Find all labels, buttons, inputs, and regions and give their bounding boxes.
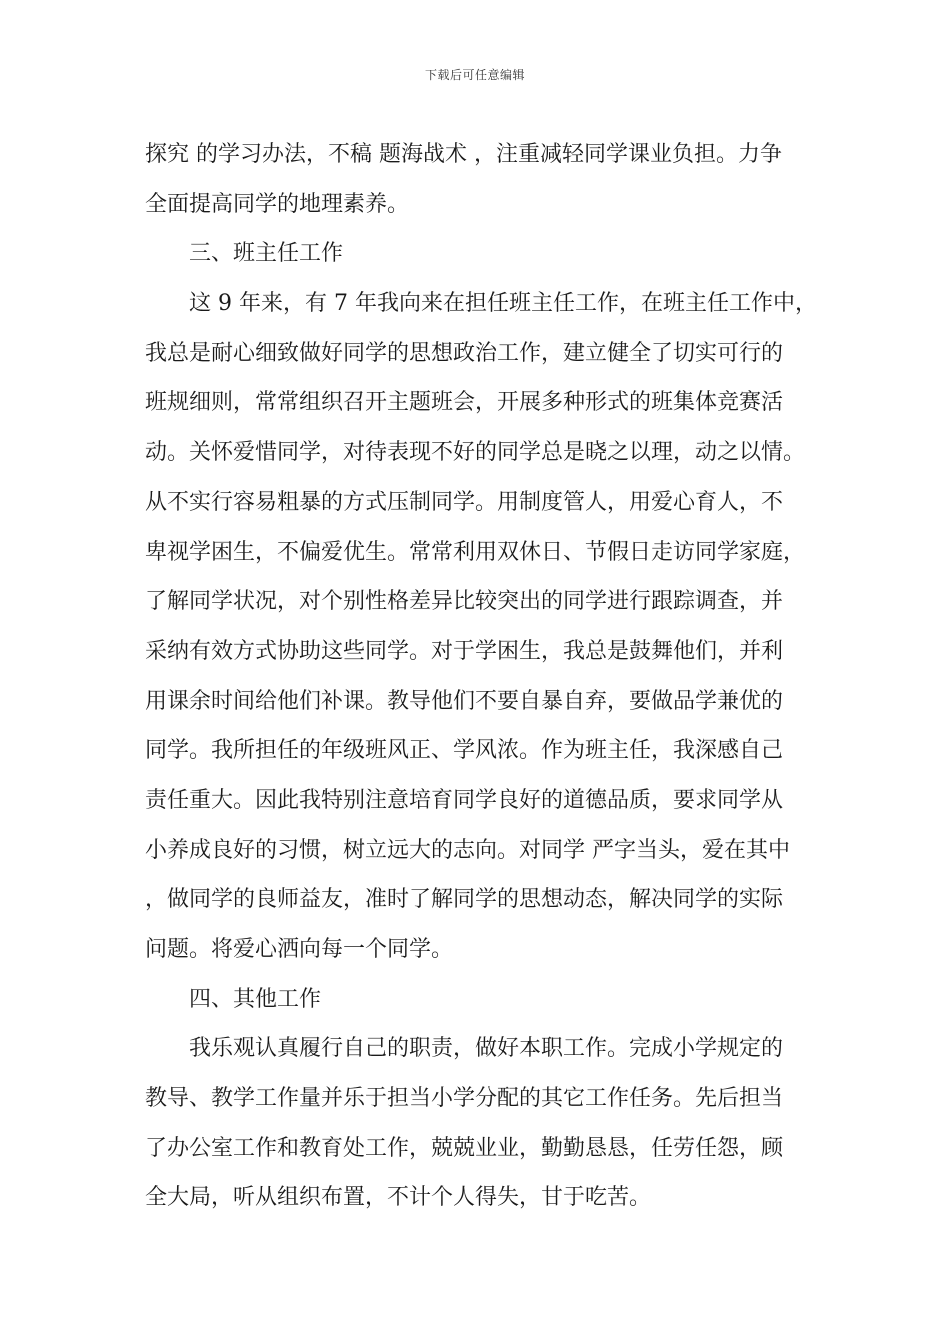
text-line: 问题。将爱心洒向每一个同学。 — [145, 937, 454, 962]
text-line: 了办公室工作和教育处工作，兢兢业业，勤勤恳恳，任劳任怨，顾 — [145, 1135, 784, 1161]
text-line: 动。关怀爱惜同学，对待表现不好的同学总是晓之以理，动之以情。 — [145, 440, 806, 466]
document-body — [145, 130, 825, 1223]
text-line: 了解同学状况，对个别性格差异比较突出的同学进行跟踪调查，并 — [145, 589, 784, 615]
section-heading: 三、班主任工作 — [189, 241, 344, 267]
text-line: 同学。我所担任的年级班风正、学风浓。作为班主任，我深感自己 — [145, 738, 784, 764]
text-line: 全大局，听从组织布置，不计个人得失，甘于吃苦。 — [145, 1185, 652, 1211]
text-line: 我乐观认真履行自己的职责，做好本职工作。完成小学规定的 — [189, 1036, 784, 1062]
text-line: 责任重大。因此我特别注意培育同学良好的道德品质，要求同学从 — [145, 787, 784, 813]
text-line: 我总是耐心细致做好同学的思想政治工作，建立健全了切实可行的 — [145, 340, 784, 366]
text-line: 这 9 年来，有 7 年我向来在担任班主任工作，在班主任工作中， — [189, 291, 817, 317]
text-line: 小养成良好的习惯，树立远大的志向。对同学 严字当头，爱在其中 — [145, 837, 790, 863]
text-line: 卑视学困生，不偏爱优生。常常利用双休日、节假日走访同学家庭， — [145, 539, 806, 565]
text-line: 全面提高同学的地理素养。 — [145, 191, 410, 217]
text-line: 从不实行容易粗暴的方式压制同学。用制度管人，用爱心育人，不 — [145, 489, 784, 515]
text-line: 班规细则，常常组织召开主题班会，开展多种形式的班集体竞赛活 — [145, 390, 784, 416]
text-line: 用课余时间给他们补课。教导他们不要自暴自弃，要做品学兼优的 — [145, 688, 784, 714]
text-line: ，做同学的良师益友，准时了解同学的思想动态，解决同学的实际 — [145, 887, 784, 913]
text-line: 采纳有效方式协助这些同学。对于学困生，我总是鼓舞他们，并利 — [145, 638, 784, 664]
text-line: 探究 的学习办法，不稿 题海战术 ，注重减轻同学课业负担。力争 — [145, 142, 782, 167]
text-line: 教导、教学工作量并乐于担当小学分配的其它工作任务。先后担当 — [145, 1086, 784, 1112]
page-header: 下载后可任意编辑 — [424, 68, 525, 82]
section-heading: 四、其他工作 — [189, 986, 322, 1012]
